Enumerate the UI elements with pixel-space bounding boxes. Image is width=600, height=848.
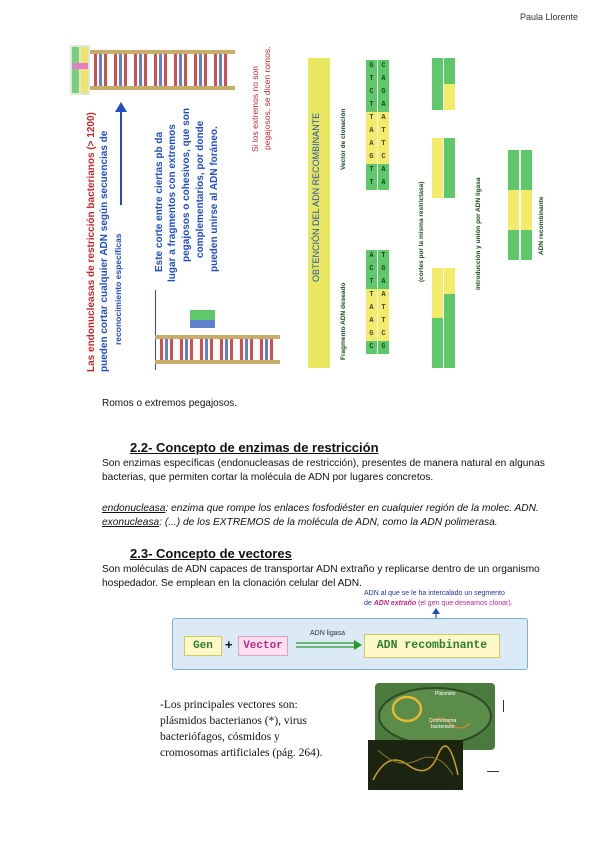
dna-strip-image [70, 45, 90, 95]
section-22-title: 2.2- Concepto de enzimas de restricción [130, 440, 379, 455]
label-fragment: Fragmento ADN deseado [340, 282, 347, 360]
label-ligase: introducción y unión por ADN ligasa [475, 177, 482, 290]
figure-caption: Romos o extremos pegajosos. [102, 398, 238, 409]
base: A [378, 99, 389, 112]
dna-cut-image [155, 290, 280, 370]
recombinant-label: ADN recombinante [364, 634, 500, 658]
note-part: (el gen que deseamos clonar). [416, 600, 513, 607]
label-recomb: ADN recombinante [538, 196, 545, 255]
double-arrow-icon [296, 640, 362, 650]
mid-col-line-5: pueden unirse al ADN foráneo. [209, 126, 220, 272]
vector-label: Vector [238, 636, 288, 656]
base: T [366, 177, 377, 190]
base: A [378, 164, 389, 177]
base: A [366, 315, 377, 328]
base: T [366, 164, 377, 177]
vectors-line-1: -Los principales vectores son: [160, 699, 298, 711]
photo-label-bacterial: bacteriano [431, 724, 455, 730]
base: A [378, 73, 389, 86]
base: T [378, 138, 389, 151]
diagram-note [364, 589, 513, 609]
left-col-line-2: pueden cortar cualquier ADN según secuencias de [99, 130, 110, 372]
scale-bar [487, 771, 499, 772]
label-vector: Vector de clonación [340, 108, 347, 170]
section-23-body [102, 563, 592, 591]
base: G [366, 60, 377, 73]
definitions [102, 502, 592, 530]
base: C [366, 341, 377, 354]
dna-ladder-image [90, 46, 235, 94]
mid-col-line-3: pegajosos o cohesivos, que son [181, 108, 192, 262]
micrograph-drawing [368, 740, 463, 790]
base: C [378, 60, 389, 73]
recombinant-strand-image [506, 150, 536, 260]
base: T [378, 250, 389, 263]
base: A [378, 276, 389, 289]
def-endonuclease-text: : enzima que rompe los enlaces fosfodiéster en cualquier región de la molec. ADN. [165, 503, 539, 514]
base: A [366, 138, 377, 151]
micrograph-photo [368, 740, 463, 790]
note-foreign-dna: ADN extraño [373, 600, 417, 607]
section-22-body [102, 457, 592, 485]
plus-sign: + [225, 637, 233, 652]
vectors-line-3: bacteriófagos, cósmidos y [160, 731, 280, 743]
cut-fragments-image [430, 58, 470, 373]
arrow-line [120, 110, 122, 205]
base: A [366, 250, 377, 263]
section-23-title: 2.3- Concepto de vectores [130, 546, 292, 561]
base: A [366, 125, 377, 138]
base: C [378, 328, 389, 341]
mid-col-line-4: complementarios, por donde [195, 120, 206, 258]
def-endonuclease-term: endonucleasa [102, 503, 166, 514]
vectors-line-2: plásmidos bacterianos (*), virus [160, 715, 307, 727]
ligase-label: ADN ligasa [310, 630, 346, 637]
base: C [366, 263, 377, 276]
note-part: de [364, 600, 374, 607]
base: T [378, 315, 389, 328]
base: A [378, 289, 389, 302]
base: T [366, 276, 377, 289]
left-col-line-3: reconocimiento específicas [113, 233, 123, 345]
photo-label-plasmid: Plásmido [435, 691, 456, 697]
base: T [366, 289, 377, 302]
def-exonuclease-term: exonucleasa [102, 517, 160, 528]
base: T [366, 112, 377, 125]
vector-bottom-strand [378, 60, 389, 190]
base: G [366, 328, 377, 341]
section-23-line-1: Son moléculas de ADN capaces de transportar ADN extraño y replicarse dentro de un organismo [102, 564, 540, 575]
fragment-top-strand [366, 250, 377, 354]
label-cut: (cortes por la misma restrictasa) [418, 181, 425, 282]
base: T [378, 125, 389, 138]
def-endonuclease [102, 502, 592, 516]
author-name: Paula Llorente [520, 12, 579, 22]
mid-col-line-1: Este corte entre ciertas pb da [154, 131, 165, 272]
base: G [366, 151, 377, 164]
base: G [378, 263, 389, 276]
base: T [378, 302, 389, 315]
panel-title: OBTENCIÓN DEL ADN RECOMBINANTE [311, 112, 321, 282]
section-22-line-1: Son enzimas específicas (endonucleasas de restricción), presentes de manera natural en algunas [102, 458, 545, 469]
gen-label: Gen [184, 636, 222, 656]
fragment-bottom-strand [378, 250, 389, 354]
vectors-list [160, 697, 360, 761]
arrow-head-icon [115, 102, 127, 112]
mid-col-line-2: lugar a fragmentos con extremos [167, 124, 178, 282]
base: C [378, 151, 389, 164]
base: C [366, 86, 377, 99]
base: T [366, 73, 377, 86]
base: G [378, 86, 389, 99]
base: A [366, 302, 377, 315]
photo-label-chromosome: Cromosoma [429, 718, 457, 724]
section-22-line-2: bacterias, que permiten cortar la molécula de ADN por lugares concretos. [102, 472, 434, 483]
base: T [366, 99, 377, 112]
right-col-line-1: Si los extremos no son [250, 66, 260, 152]
right-col-line-2: pegajosos, se dicen romos. [262, 46, 272, 150]
def-exonuclease-text: : (...) de los EXTREMOS de la molécula de ADN, como la ADN polimerasa. [159, 517, 498, 528]
base: A [378, 177, 389, 190]
base: G [378, 341, 389, 354]
photo-pointer-line [503, 700, 504, 712]
vector-top-strand [366, 60, 377, 190]
section-23-line-2: hospedador. Se emplean en la clonación celular del ADN. [102, 578, 362, 589]
base: A [378, 112, 389, 125]
left-col-line-1: Las endonucleasas de restricción bacterianos (> 1200) [86, 112, 97, 372]
note-line-1: ADN al que se le ha intercalado un segmento [364, 590, 505, 597]
def-exonuclease [102, 516, 592, 530]
vectors-line-4: cromosomas artificiales (pág. 264). [160, 747, 323, 759]
